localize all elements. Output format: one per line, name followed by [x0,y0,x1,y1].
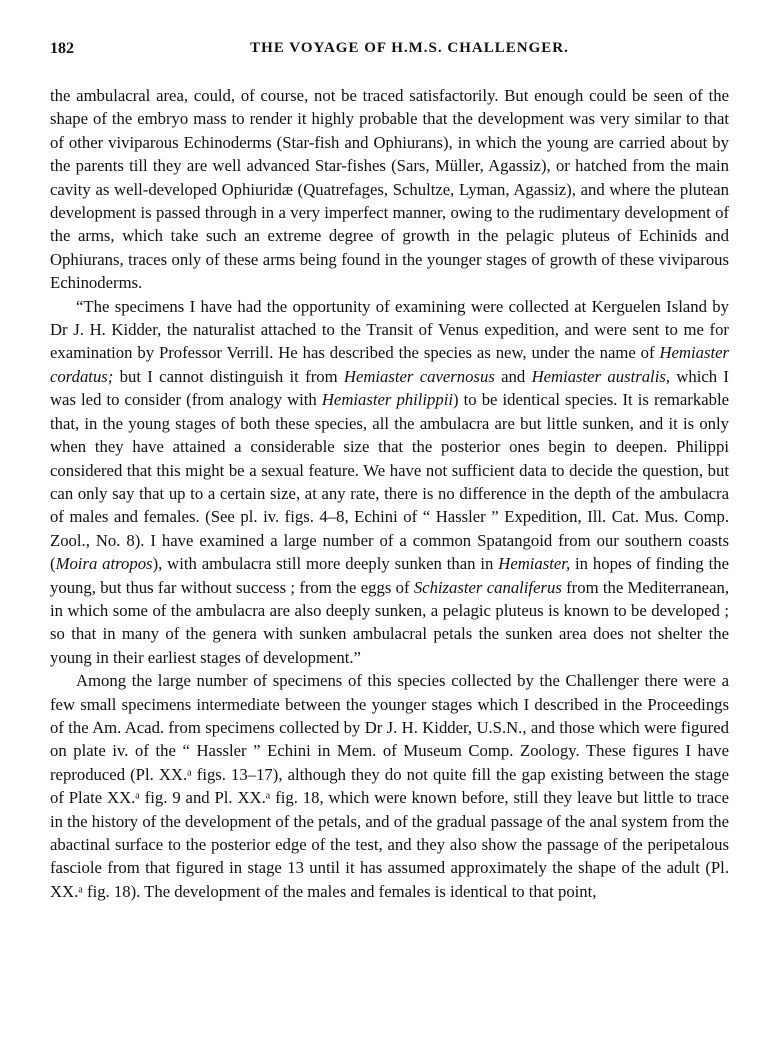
species-name: Hemiaster australis, [531,366,670,386]
text-segment: ), with ambulacra still more deeply sunken than in [152,554,499,574]
species-name: Moira atropos [55,554,153,574]
text-segment: in hopes of finding the young, but thus far without success ; from the eggs of [50,554,729,597]
document-page [50,40,729,903]
page-number: 182 [50,40,74,57]
text-segment: and [494,366,532,386]
species-name: Hemiaster cordatus; [50,343,729,386]
page-header [50,40,729,64]
text-segment: Among the large number of specimens of this species collected by the Challenger there were a few small specimens intermediate between the younger stages which I described in the Proceedings of the Am. Acad. from specimens collected by Dr J. H. Kidder, U.S.N., and those which were figured on plate iv. of the “ Hassler ” Echini in Mem. of Museum Comp. Zoology. These figures I have reproduced (Pl. XX.ᵃ figs. 13–17), although they do not quite fill the gap existing between the stage of Plate XX.ᵃ fig. 9 and Pl. XX.ᵃ fig. 18, which were known before, still they leave but little to trace in the history of the development of the petals, and of the gradual passage of the anal system from the abactinal surface to the posterior edge of the test, and they also show the passage of the peripetalous fasciole from that figured in stage 13 until it has assumed approximately the shape of the adult (Pl. XX.ᵃ fig. 18). The development of the males and females is identical to that point, [50,671,729,901]
genus-name: Hemiaster, [498,554,571,574]
text-segment: from the Mediterranean, in which some of the ambulacra are also deeply sunken, a pelagic pluteus is known to be developed ; so that in many of the genera with sunken ambulacral petals the sunken area does not shelter the young in their earliest stages of development.” [50,577,729,667]
body-text [50,84,729,903]
paragraph-3 [50,669,729,903]
text-segment: but I cannot distinguish it from [113,366,344,386]
species-name: Hemiaster cavernosus [343,366,495,386]
text-segment: “The specimens I have had the opportunity of examining were collected at Kerguelen Island by Dr J. H. Kidder, the naturalist attached to the Transit of Venus expedition, and were sent to me for examination by Professor Verrill. He has described the species as new, under the name of [50,296,729,363]
species-name: Schizaster canaliferus [413,577,562,597]
running-title: THE VOYAGE OF H.M.S. CHALLENGER. [250,40,569,56]
text-segment: the ambulacral area, could, of course, not be traced satisfactorily. But enough could be seen of the shape of the embryo mass to render it highly probable that the development was very similar to that of other viviparous Echinoderms (Star-fish and Ophiurans), in which the young are carried about by the parents till they are well advanced Star-fishes (Sars, Müller, Agassiz), or hatched from the main cavity as well-developed Ophiuridæ (Quatrefages, Schultze, Lyman, Agassiz), and where the plutean development is passed through in a very imperfect manner, owing to the rudimentary development of the arms, which take such an extreme degree of growth in the pelagic pluteus of Echinids and Ophiurans, traces only of these arms being found in the younger stages of growth of these viviparous Echinoderms. [50,86,729,293]
species-name: Hemiaster philippii [321,390,454,410]
paragraph-2 [50,295,729,670]
paragraph-1 [50,84,729,295]
text-segment: ) to be identical species. It is remarkable that, in the young stages of both these species, all the ambulacra are but little sunken, and it is only when they have attained a considerable size that the posterior ones begin to deepen. Philippi considered that this might be a sexual feature. We have not sufficient data to decide the question, but can only say that up to a certain size, at any rate, there is no difference in the depth of the ambulacra of males and females. (See pl. iv. figs. 4–8, Echini of “ Hassler ” Expedition, Ill. Cat. Mus. Comp. Zool., No. 8). I have examined a large number of a common Spatangoid from our southern coasts ( [50,390,729,574]
text-segment: which I was led to consider (from analogy with [50,366,729,410]
